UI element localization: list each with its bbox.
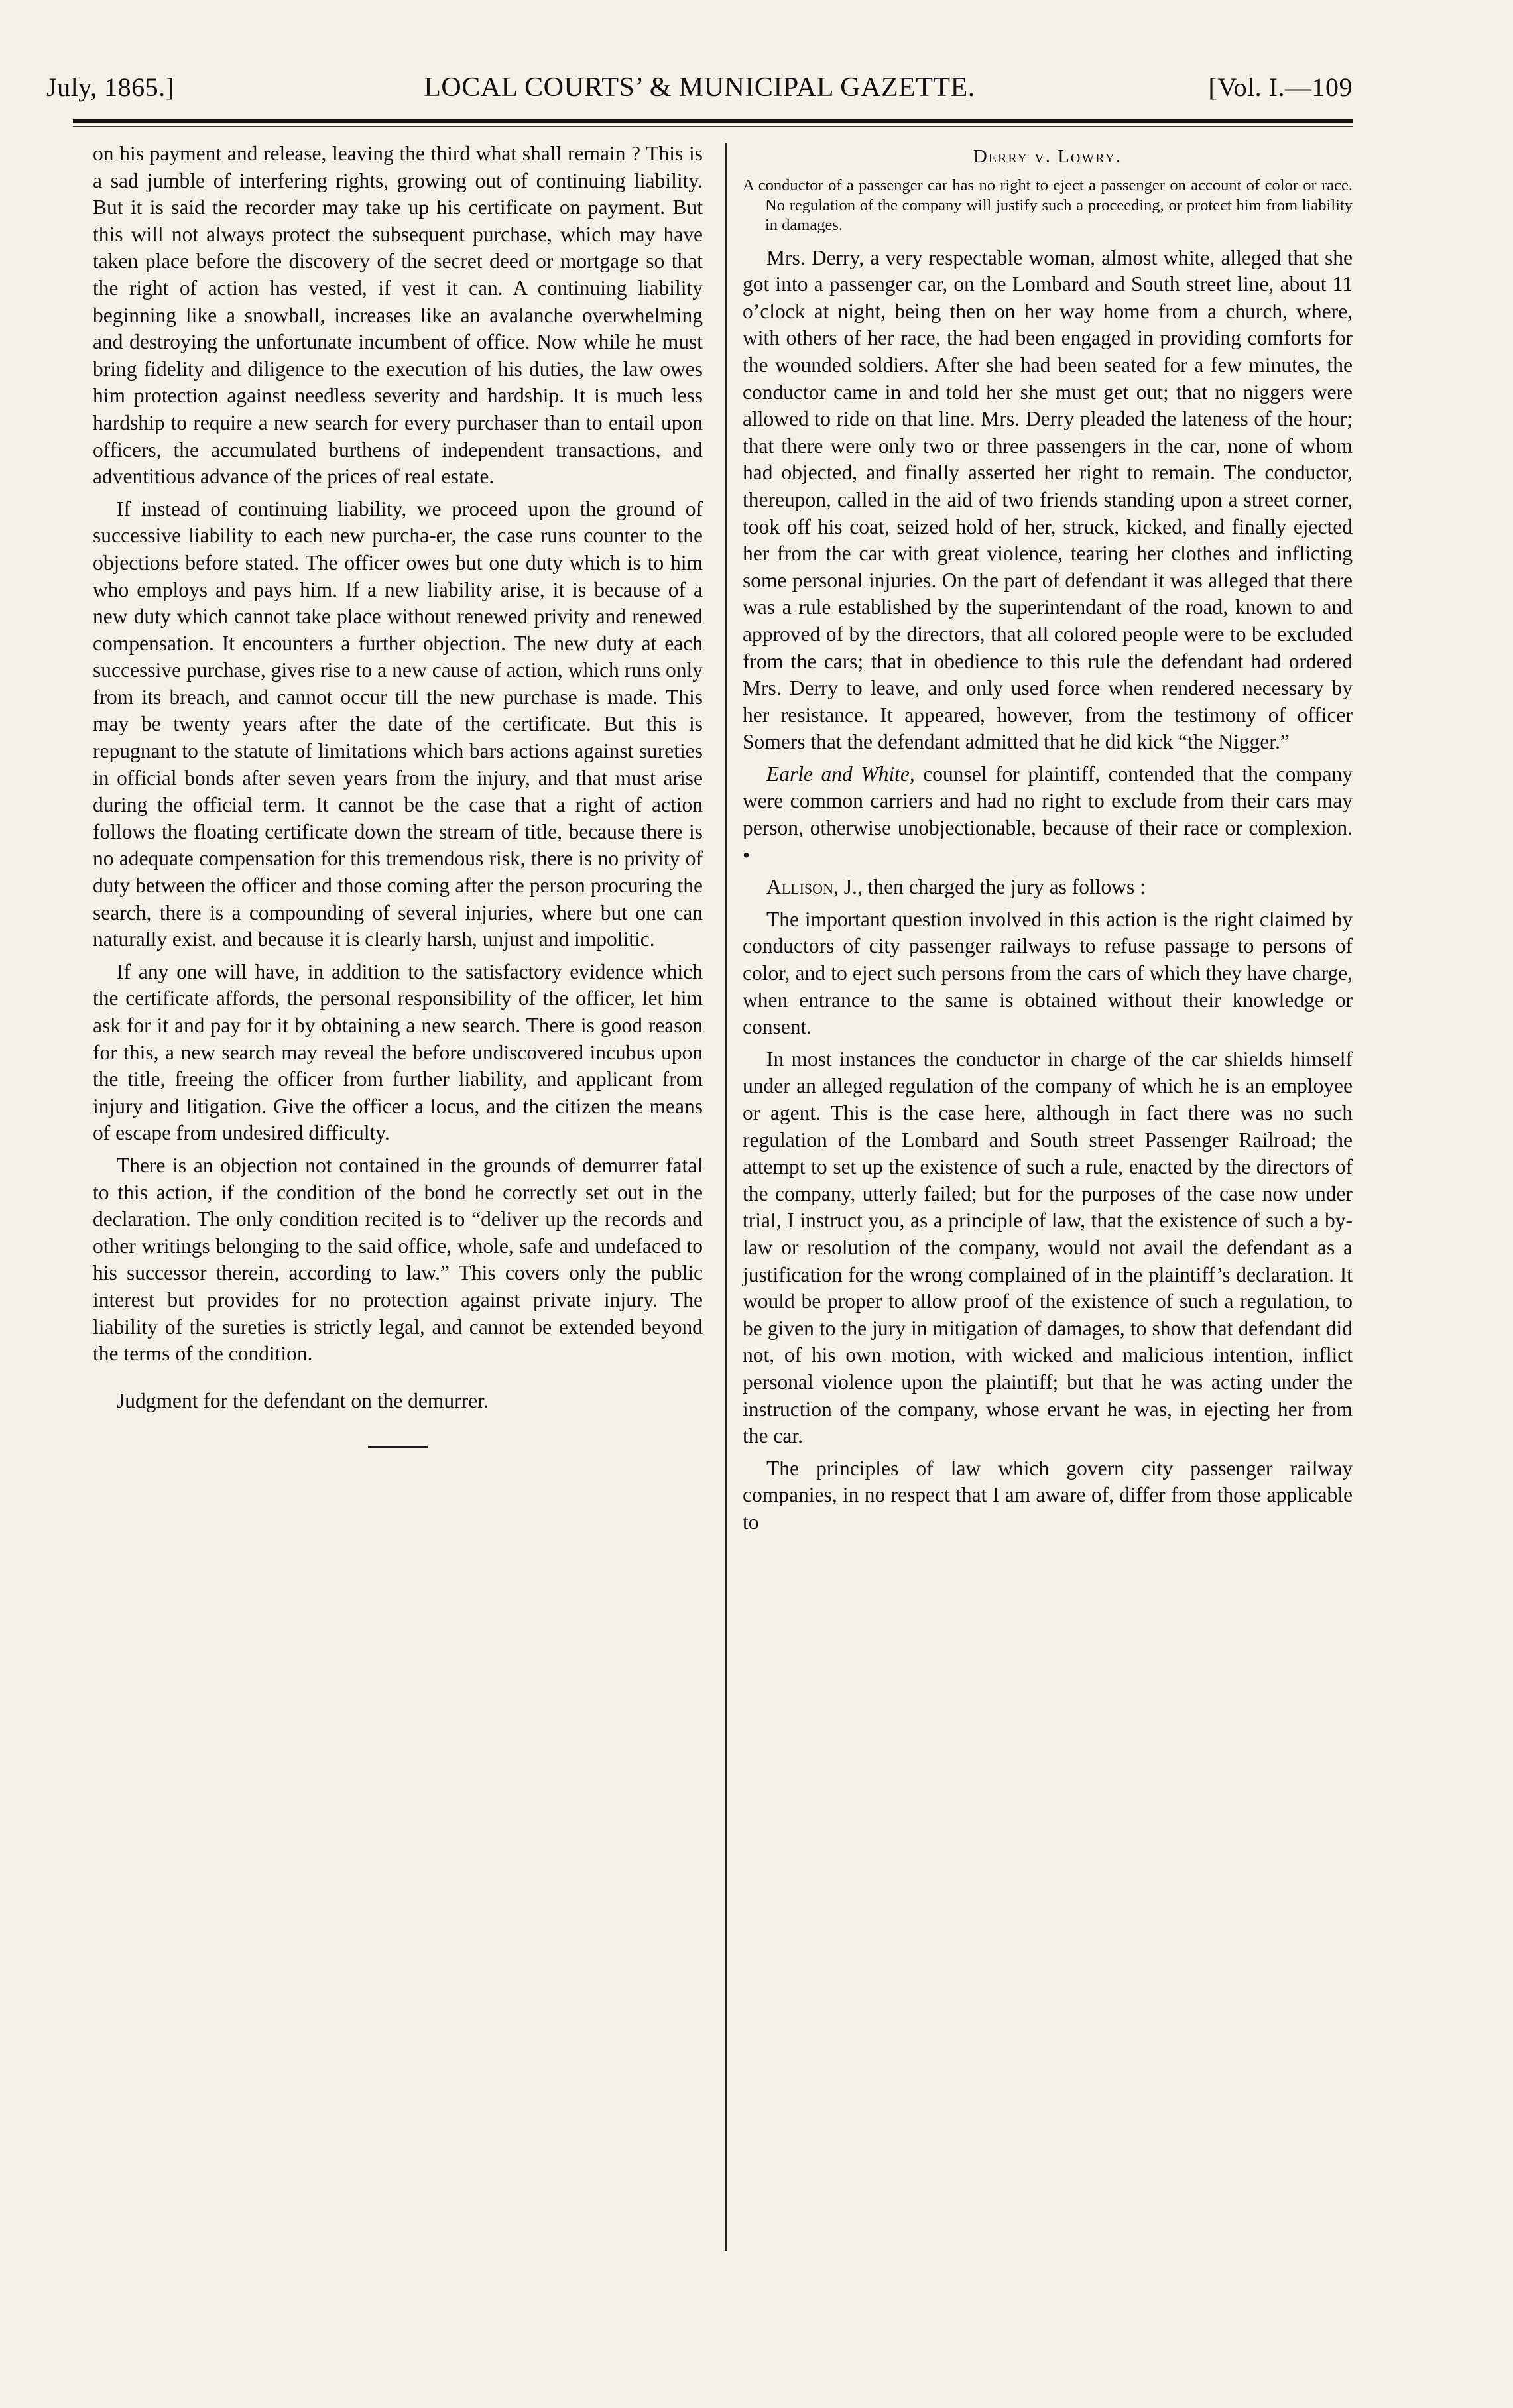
judge-intro-paragraph	[743, 874, 1353, 901]
counsel-argument: counsel for plaintiff, contended that the company were common carriers and had no right to exclude from their cars may person, otherwise unobjectionable, because of their race or complexion. •	[743, 762, 1353, 867]
counsel-names: Earle and White,	[766, 762, 915, 786]
case-headnote: A conductor of a passenger car has no right to eject a passenger on account of color or race. No regulation of the company will justify such a proceeding, or protect him from liability in damages.	[743, 176, 1353, 234]
charge-paragraph-3: The principles of law which govern city passenger railway companies, in no respect that I am aware of, differ from those applicable to	[743, 1456, 1353, 1534]
publication-title: LOCAL COURTS’ & MUNICIPAL GAZETTE.	[424, 72, 975, 103]
header-rule-thin	[73, 126, 1353, 127]
charge-paragraph-1: The important question involved in this action is the right claimed by conductors of city passenger railways to refuse passage to persons of color, and to eject such persons from the cars of which they have charge, when entrance to the same is obtained without their knowledge or consent.	[743, 907, 1353, 1039]
judgment-line: Judgment for the defendant on the demurrer.	[117, 1388, 489, 1412]
charge-paragraph-2: In most instances the conductor in charge of the car shields himself under an alleged regulation of the company of which he is an employee or agent. This is the case here, although in fact there was no such regulation of the Lombard and South street Passenger Railroad; the attempt to set up the existence of such a rule, enacted by the directors of the company, utterly failed; but for the purposes of the case now under trial, I instruct you, as a principle of law, that the existence of such a by-law or resolution of the company, would not avail the defendant as a justification for the wrong complained of in the plaintiff’s declaration. It would be proper to allow proof of the existence of such a regulation, to be given to the jury in mitigation of damages, to show that defendant did not, of his own motion, with wicked and malicious intention, inflict personal violence upon the plaintiff; but that he was acting under the instruction of the company, whose ervant he was, in ejecting her from the car.	[743, 1047, 1353, 1448]
issue-date: July, 1865.]	[46, 72, 175, 102]
header-rule-thick	[73, 119, 1353, 123]
left-paragraph-3: If any one will have, in addition to the satisfactory evidence which the certificate affords, the personal responsibility of the officer, let him ask for it and pay for it by obtaining a new search. There is good reason for this, a new search may reveal the before undiscovered incubus upon the title, freeing the officer from further liability, and applicant from injury and litigation. Give the officer a locus, and the citizen the means of escape from undesired difficulty.	[93, 959, 703, 1145]
right-column	[743, 141, 1353, 1536]
judge-name: Allison, J.,	[766, 875, 863, 899]
volume-page-number: [Vol. I.—109	[1208, 72, 1353, 102]
column-divider	[725, 143, 727, 2251]
running-head	[46, 72, 1353, 118]
left-paragraph-4: There is an objection not contained in the grounds of demurrer fatal to this action, if the condition of the bond he correctly set out in the declaration. The only condition recited is to “deliver up the records and other writings belonging to the said office, whole, safe and undefaced to his successor therein, according to law.” This covers only the public interest but provides for no protection against private injury. The liability of the sureties is strictly legal, and cannot be extended beyond the terms of the condition.	[93, 1153, 703, 1366]
case-title: Derry v. Lowry.	[973, 146, 1122, 167]
left-paragraph-1: on his payment and release, leaving the third what shall remain ? This is a sad jumble of interfering rights, growing out of continuing liability. But it is said the recorder may take up his certificate on payment. But this will not always protect the subsequent purchase, which may have taken place before the discovery of the secret deed or mortgage so that the right of action has vested, if vest it can. A continuing liability beginning like a snowball, increases like an avalanche overwhelming and destroying the unfortunate incumbent of office. Now while he must bring fidelity and diligence to the execution of his duties, the law owes him protection against needless severity and hardship. It is much less hardship to require a new search for every purchaser than to entail upon officers, the accumulated burthens of independent transactions, and adventitious advance of the prices of real estate.	[93, 142, 703, 489]
section-end-rule	[368, 1446, 428, 1448]
judge-intro-text: then charged the jury as follows :	[862, 875, 1146, 899]
left-column	[93, 141, 703, 1448]
left-paragraph-2: If instead of continuing liability, we proceed upon the ground of successive liability to each new purcha-er, the case runs counter to the objections before stated. The officer owes but one duty which is to him who employs and pays him. If a new liability arise, it is because of a new duty which cannot take place without renewed privity and renewed compensation. It encounters a further objection. The new duty at each successive purchase, gives rise to a new cause of action, which runs only from its breach, and cannot occur till the new purchase is made. This may be twenty years after the date of the certificate. But this is repugnant to the statute of limitations which bars actions against sureties in official bonds after seven years from the injury, and that must arise during the official term. It cannot be the case that a right of action follows the floating certificate down the stream of title, because there is no adequate compensation for this tremendous risk, there is no privity of duty between the officer and those coming after the person procuring the search, there is a compounding of several injuries, where but one can naturally exist. and because it is clearly harsh, unjust and impolitic.	[93, 497, 703, 951]
case-facts: Mrs. Derry, a very respectable woman, almost white, alleged that she got into a passenger car, on the Lombard and South street line, about 11 o’clock at night, being then on her way home from a church, where, with others of her race, the had been engaged in providing comforts for the wounded soldiers. After she had been seated for a few minutes, the conductor came in and told her she must get out; that no niggers were allowed to ride on that line. Mrs. Derry pleaded the lateness of the hour; that there were only two or three passengers in the car, none of whom had objected, and finally asserted her right to remain. The conductor, thereupon, called in the aid of two friends standing upon a street corner, took off his coat, seized hold of her, struck, kicked, and finally ejected her from the car with great violence, tearing her clothes and inflicting some personal injuries. On the part of defendant it was alleged that there was a rule established by the superintendant of the road, known to and approved of by the directors, that all colored people were to be excluded from the cars; that in obedience to this rule the defendant had ordered Mrs. Derry to leave, and only used force when rendered necessary by her resistance. It appeared, however, from the testimony of officer Somers that the defendant admitted that he did kick “the Nigger.”	[743, 245, 1353, 754]
counsel-paragraph	[743, 761, 1353, 869]
